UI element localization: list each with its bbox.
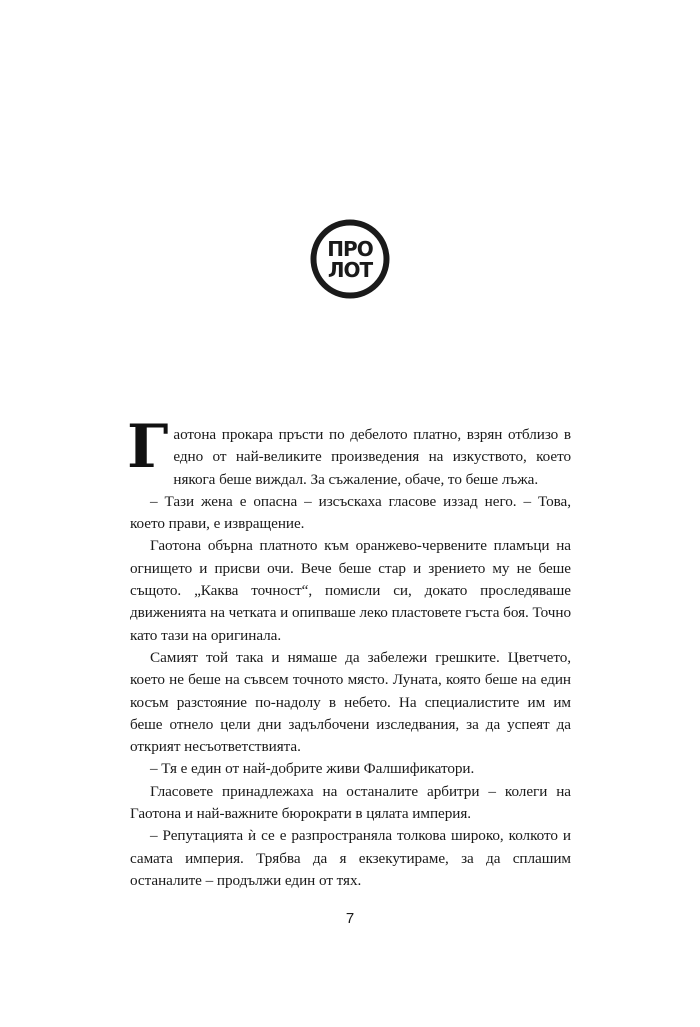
paragraph-2: – Тази жена е опасна – изсъскаха гласове иззад него. – Това, което прави, е извращение. (130, 492, 571, 533)
paragraph-7: – Репутацията ѝ се е разпространяла толкова широко, колкото и самата империя. Трябва да я екзекутираме, за да сплашим останалите – продължи един от тях. (130, 827, 571, 889)
paragraph-1-text: аотона прокара пръсти по дебелото платно, взрян отблизо в едно от най-великите произведения на изкуството, което някога беше виждал. За съжаление, обаче, то беше лъжа. (173, 426, 571, 488)
chapter-seal-line2: ЛОТ (327, 258, 373, 282)
paragraph-3: Гаотона обърна платното към оранжево-червените пламъци на огнището и присви очи. Вече беше стар и зрението му не беше същото. „Каква точност“, помисли си, докато проследяваше движенията на четката и опипваше леко пластовете гъста боя. Точно като тази на оригинала. (130, 537, 571, 644)
chapter-seal-icon (310, 219, 390, 299)
chapter-seal-line1: ПРО (327, 237, 373, 261)
paragraph-1 (127, 412, 571, 491)
paragraph-6: Гласовете принадлежаха на останалите арбитри – колеги на Гаотона и най-важните бюрократи в цялата империя. (130, 782, 571, 823)
page-number: 7 (345, 910, 355, 927)
paragraph-5: – Тя е един от най-добрите живи Фалшификатори. (150, 760, 475, 778)
paragraph-4: Самият той така и нямаше да забележи грешките. Цветчето, което не беше на съвсем точното място. Луната, която беше на един косъм разстояние по-надолу в небето. На специалистите им им беше отнело цели дни задълбочени изследвания, за да успеят да открият несъответствията. (130, 648, 571, 756)
drop-cap: Г (127, 412, 169, 482)
chapter-body (127, 412, 571, 892)
